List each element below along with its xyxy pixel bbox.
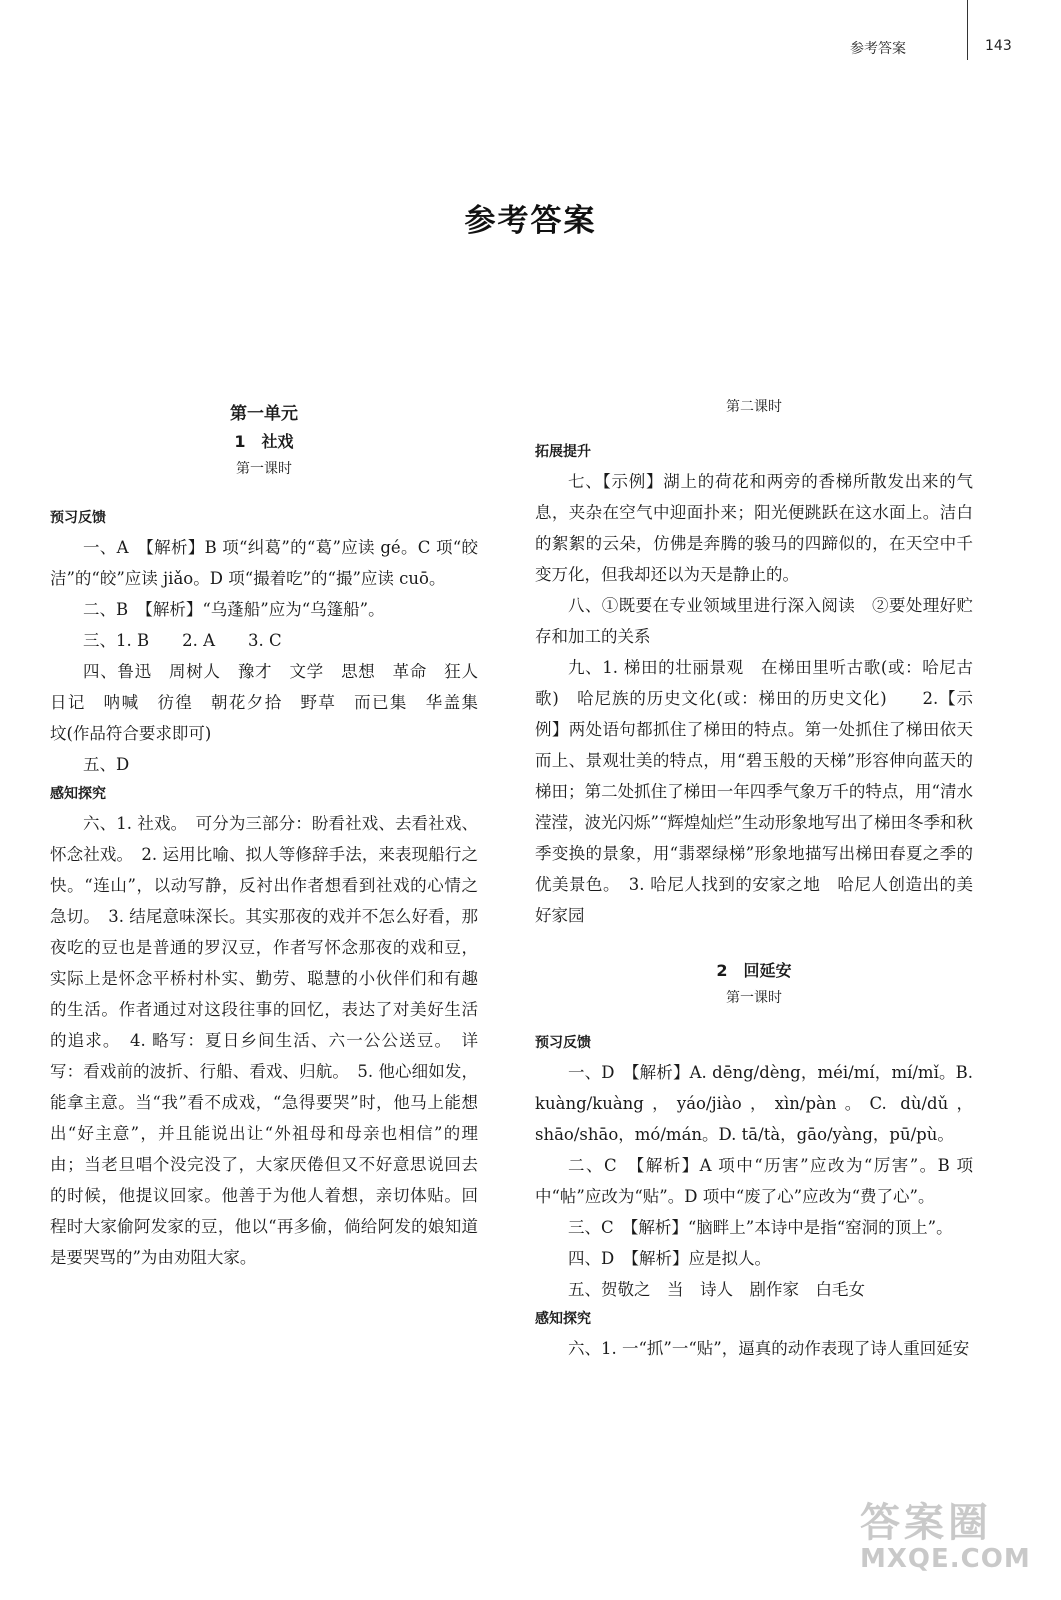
answer-paragraph: 二、B 【解析】“乌蓬船”应为“乌篷船”。 bbox=[83, 600, 385, 619]
answer-paragraph: 九、1. 梯田的壮丽景观 在梯田里听古歌(或：哈尼古歌) 哈尼族的历史文化(或：梯田的历史文化) 2.【示例】两处语句都抓住了梯田的特点。第一处抓住了梯田依天而上、景观壮美的特点，用“碧玉般的天梯”形容伸向蓝天的梯田；第二处抓住了梯田一年四季气象万千的特点，用“清水滢滢，波光闪烁”“辉煌灿烂”生动形象地写出了梯田冬季和秋季变换的景象，用“翡翠绿梯”形象地描写出梯田春夏之季的优美景色。 3. 哈尼人找到的安家之地 哈尼人创造出的美好家园 bbox=[535, 658, 973, 925]
section-heading-explore: 感知探究 bbox=[535, 1311, 591, 1327]
answer-paragraph: 四、D 【解析】应是拟人。 bbox=[568, 1249, 771, 1268]
answer-paragraph: 一、D 【解析】A. dēng/dèng，méi/mí，mí/mǐ。B. kuàng/kuàng，yáo/jiào，xìn/pàn。C. dù/dǔ，shāo/shāo，mó/mán。D. tā/tà，gāo/yàng，pū/pù。 bbox=[535, 1063, 973, 1144]
answer-paragraph: 一、A 【解析】B 项“纠葛”的“葛”应读 gé。C 项“皎洁”的“皎”应读 jiǎo。D 项“撮着吃”的“撮”应读 cuō。 bbox=[50, 538, 478, 588]
section-heading-preview: 预习反馈 bbox=[535, 1035, 591, 1051]
answer-paragraph: 八、①既要在专业领域里进行深入阅读 ②要处理好贮存和加工的关系 bbox=[535, 596, 973, 646]
answer-paragraph: 六、1. 社戏。 可分为三部分：盼看社戏、去看社戏、怀念社戏。 2. 运用比喻、拟人等修辞手法，来表现船行之快。“连山”，以动写静，反衬出作者想看到社戏的心情之急切。 3. 结尾意味深长。其实那夜的戏并不怎么好看，那夜吃的豆也是普通的罗汉豆，作者写怀念那夜的戏和豆，实际上是怀念平桥村朴实、勤劳、聪慧的小伙伴们和有趣的生活。作者通过对这段往事的回忆，表达了对美好生活的追求。 4. 略写：夏日乡间生活、六一公公送豆。 详写：看戏前的波折、行船、看戏、归航。 5. 他心细如发，能拿主意。当“我”看不成戏，“急得要哭”时，他马上能想出“好主意”，并且能说出让“外祖母和母亲也相信”的理由；当老旦唱个没完没了，大家厌倦但又不好意思说回去的时候，他提议回家。他善于为他人着想，亲切体贴。回程时大家偷阿发家的豆，他以“再多偷，倘给阿发的娘知道是要哭骂的”为由劝阻大家。 bbox=[50, 814, 478, 1267]
left-column bbox=[50, 400, 495, 1273]
answer-paragraph: 四、鲁迅 周树人 豫才 文学 思想 革命 狂人日记 呐喊 彷徨 朝花夕拾 野草 而已集 华盖集 坟(作品符合要求即可) bbox=[50, 662, 495, 743]
answer-paragraph: 七、【示例】湖上的荷花和两旁的香梯所散发出来的气息，夹杂在空气中迎面扑来；阳光便跳跃在这水面上。洁白的絮絮的云朵，仿佛是奔腾的骏马的四蹄似的，在天空中千变万化，但我却还以为天是静止的。 bbox=[535, 472, 973, 584]
answer-paragraph: 六、1. 一“抓”一“贴”，逼真的动作表现了诗人重回延安 bbox=[568, 1339, 970, 1358]
section-heading-explore: 感知探究 bbox=[50, 786, 106, 802]
answer-paragraph: 二、C 【解析】A 项中“历害”应改为“厉害”。B 项中“帖”应改为“贴”。D 项中“废了心”应改为“费了心”。 bbox=[535, 1156, 973, 1206]
unit-heading: 第一单元 bbox=[230, 404, 298, 424]
answer-paragraph: 三、C 【解析】“脑畔上”本诗中是指“窑洞的顶上”。 bbox=[568, 1218, 953, 1237]
period-heading: 第一课时 bbox=[236, 461, 292, 477]
running-head-title: 参考答案 bbox=[850, 41, 906, 57]
section-heading-preview: 预习反馈 bbox=[50, 510, 106, 526]
section-heading-extension: 拓展提升 bbox=[535, 444, 591, 460]
header-divider bbox=[967, 0, 968, 60]
lesson-heading: 1 社戏 bbox=[234, 432, 294, 451]
watermark-logo: 答案圈 bbox=[860, 1500, 992, 1546]
answer-paragraph: 五、D bbox=[83, 755, 130, 774]
right-column bbox=[535, 400, 973, 1364]
watermark bbox=[860, 1502, 1060, 1574]
answer-paragraph: 五、贺敬之 当 诗人 剧作家 白毛女 bbox=[568, 1280, 865, 1299]
period-heading: 第二课时 bbox=[726, 399, 782, 415]
page-number: 143 bbox=[985, 38, 1012, 54]
answer-paragraph: 三、1. B 2. A 3. C bbox=[83, 631, 282, 650]
period-heading: 第一课时 bbox=[726, 990, 782, 1006]
watermark-url: MXQE.COM bbox=[860, 1544, 1031, 1574]
page-title: 参考答案 bbox=[464, 203, 597, 239]
lesson-heading: 2 回延安 bbox=[716, 961, 792, 980]
